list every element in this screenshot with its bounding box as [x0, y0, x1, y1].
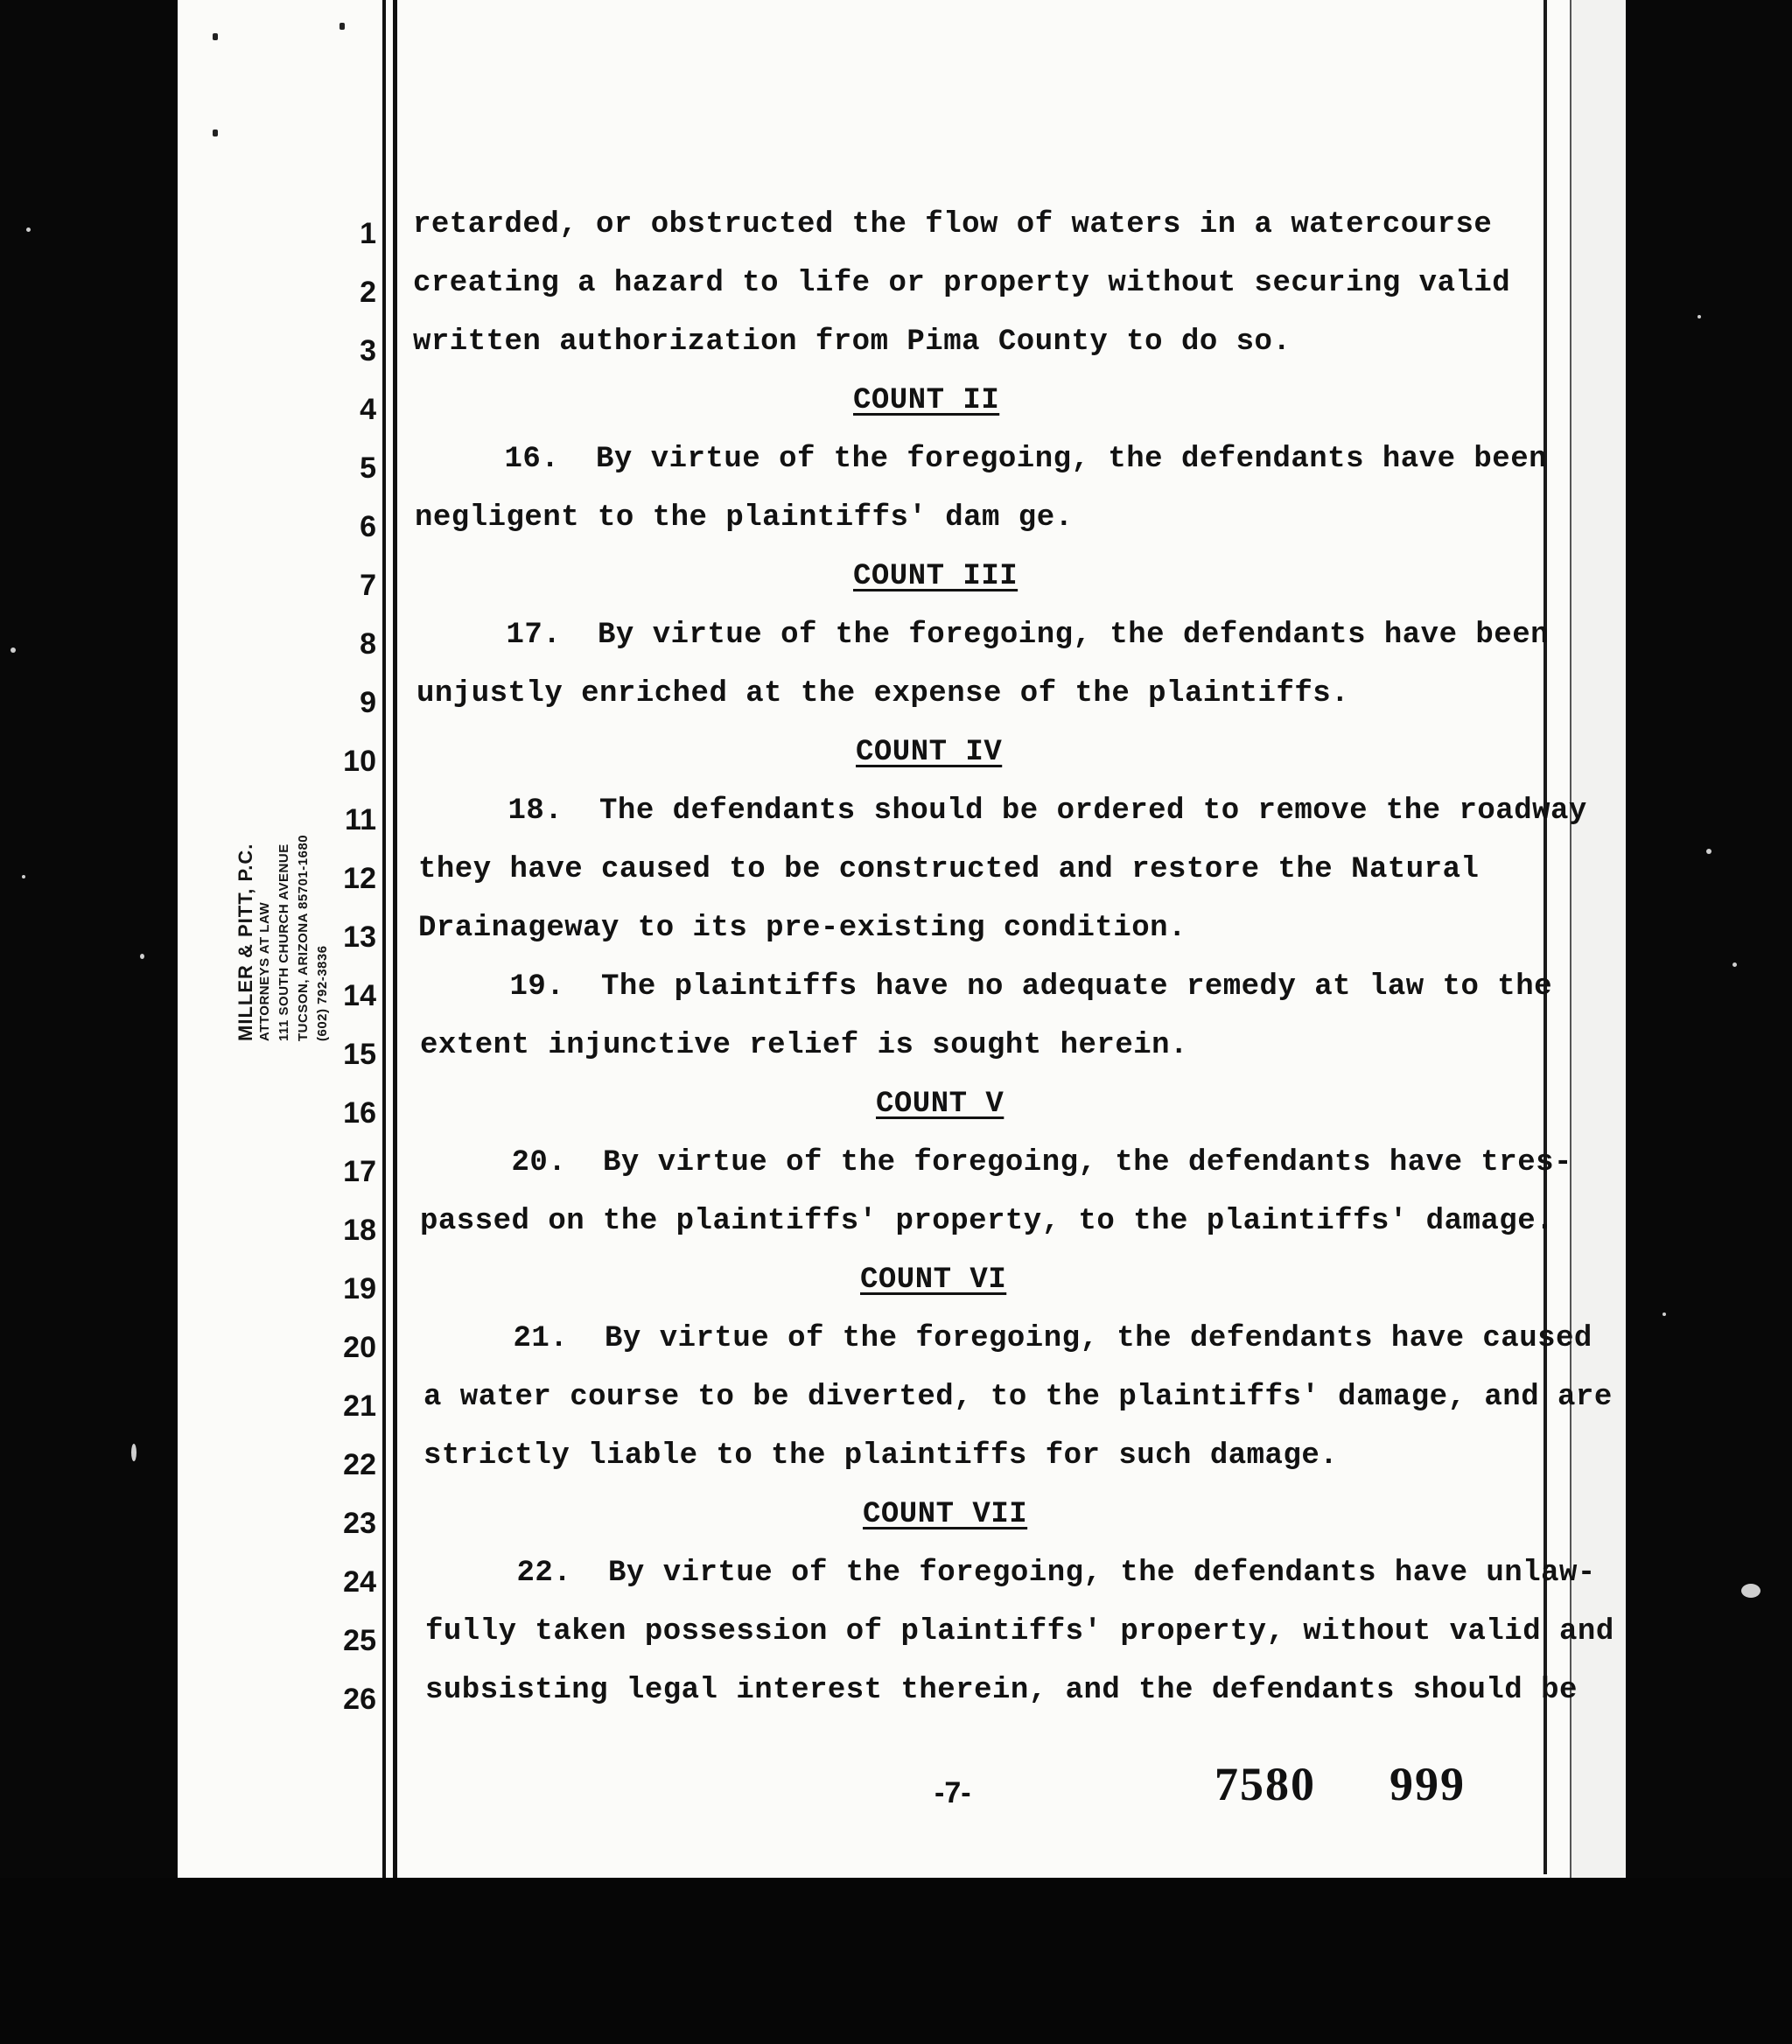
- firm-city: TUCSON, ARIZONA 85701-1680: [296, 834, 311, 1041]
- line-number: 18: [343, 1214, 376, 1247]
- background-speck: [1741, 1584, 1760, 1598]
- line-number: 20: [343, 1331, 376, 1364]
- punch-mark: [213, 130, 218, 136]
- line-number: 22: [343, 1448, 376, 1481]
- line-number: 1: [360, 217, 376, 250]
- page-edge: [1572, 0, 1626, 1878]
- line-number: 3: [360, 334, 376, 368]
- background-speck: [1706, 849, 1712, 854]
- line-number: 9: [360, 686, 376, 719]
- line-number: 8: [360, 627, 376, 661]
- line-number: 21: [343, 1390, 376, 1423]
- body-text-line: 19. The plaintiffs have no adequate remedy at law to the: [418, 970, 1553, 1004]
- count-heading: COUNT IV: [856, 736, 1003, 769]
- body-text-line: retarded, or obstructed the flow of waters in a watercourse: [413, 208, 1493, 242]
- body-text-line: 18. The defendants should be ordered to remove the roadway: [416, 794, 1587, 828]
- line-number: 4: [360, 393, 376, 426]
- body-text-line: 21. By virtue of the foregoing, the defendants have caused: [422, 1322, 1592, 1355]
- background-speck: [140, 954, 144, 959]
- line-number: 2: [360, 276, 376, 309]
- line-number: 6: [360, 510, 376, 543]
- body-text-line: unjustly enriched at the expense of the plaintiffs.: [416, 677, 1350, 710]
- background-speck: [26, 228, 31, 232]
- body-text-line: a water course to be diverted, to the plaintiffs' damage, and are: [424, 1381, 1613, 1414]
- line-number: 19: [343, 1272, 376, 1306]
- line-number: 26: [343, 1683, 376, 1716]
- left-margin-rule: [393, 0, 397, 1878]
- firm-name: MILLER & PITT, P.C.: [234, 843, 256, 1041]
- line-number: 5: [360, 452, 376, 485]
- body-text-line: subsisting legal interest therein, and the defendants should be: [425, 1674, 1578, 1707]
- body-text-line: 17. By virtue of the foregoing, the defendants have been: [415, 619, 1550, 652]
- line-number: 25: [343, 1624, 376, 1657]
- background-speck: [1732, 962, 1737, 967]
- line-number: 13: [343, 920, 376, 954]
- page-number: -7-: [934, 1776, 971, 1810]
- count-heading: COUNT VII: [863, 1498, 1028, 1531]
- body-text-line: negligent to the plaintiffs' dam ge.: [415, 501, 1074, 535]
- background-speck: [10, 648, 16, 653]
- scan-bottom-border: [0, 1878, 1792, 2044]
- body-text-line: strictly liable to the plaintiffs for such damage.: [424, 1439, 1339, 1473]
- firm-phone: (602) 792-3836: [315, 945, 330, 1041]
- body-text-line: they have caused to be constructed and restore the Natural: [418, 853, 1480, 886]
- line-number: 15: [343, 1038, 376, 1071]
- body-text-line: Drainageway to its pre-existing condition.: [418, 912, 1186, 945]
- firm-address: 111 SOUTH CHURCH AVENUE: [276, 844, 291, 1041]
- count-heading: COUNT III: [853, 560, 1018, 593]
- body-text-line: creating a hazard to life or property without securing valid: [413, 267, 1511, 300]
- punch-mark: [213, 33, 218, 40]
- line-number: 11: [345, 803, 376, 836]
- line-number: 10: [343, 745, 376, 778]
- count-heading: COUNT VI: [860, 1264, 1007, 1297]
- background-speck: [22, 875, 25, 878]
- body-text-line: 22. By virtue of the foregoing, the defendants have unlaw-: [425, 1557, 1596, 1590]
- page-stamp-number: 999: [1390, 1758, 1466, 1810]
- line-number: 12: [343, 862, 376, 895]
- body-text-line: passed on the plaintiffs' property, to the plaintiffs' damage.: [420, 1205, 1555, 1238]
- body-text-line: written authorization from Pima County to do so.: [413, 326, 1292, 359]
- line-number: 17: [343, 1155, 376, 1188]
- count-heading: COUNT V: [876, 1088, 1004, 1121]
- docket-number: 7580: [1214, 1758, 1316, 1810]
- body-text-line: 20. By virtue of the foregoing, the defendants have tres-: [420, 1146, 1572, 1180]
- punch-mark: [340, 23, 345, 30]
- line-number: 24: [343, 1565, 376, 1599]
- background-speck: [131, 1444, 136, 1461]
- line-number: 14: [343, 979, 376, 1012]
- count-heading: COUNT II: [853, 384, 1000, 417]
- line-number: 16: [343, 1096, 376, 1130]
- background-speck: [1698, 315, 1701, 318]
- right-margin-rule: [1544, 0, 1547, 1874]
- right-page-edge-rule: [1570, 0, 1572, 1878]
- body-text-line: fully taken possession of plaintiffs' property, without valid and: [425, 1615, 1614, 1648]
- body-text-line: 16. By virtue of the foregoing, the defendants have been: [413, 443, 1548, 476]
- background-speck: [1662, 1312, 1666, 1316]
- line-number: 7: [360, 569, 376, 602]
- body-text-line: extent injunctive relief is sought herein.: [420, 1029, 1188, 1062]
- firm-line: ATTORNEYS AT LAW: [257, 901, 272, 1041]
- line-number: 23: [343, 1507, 376, 1540]
- left-margin-rule: [382, 0, 386, 1878]
